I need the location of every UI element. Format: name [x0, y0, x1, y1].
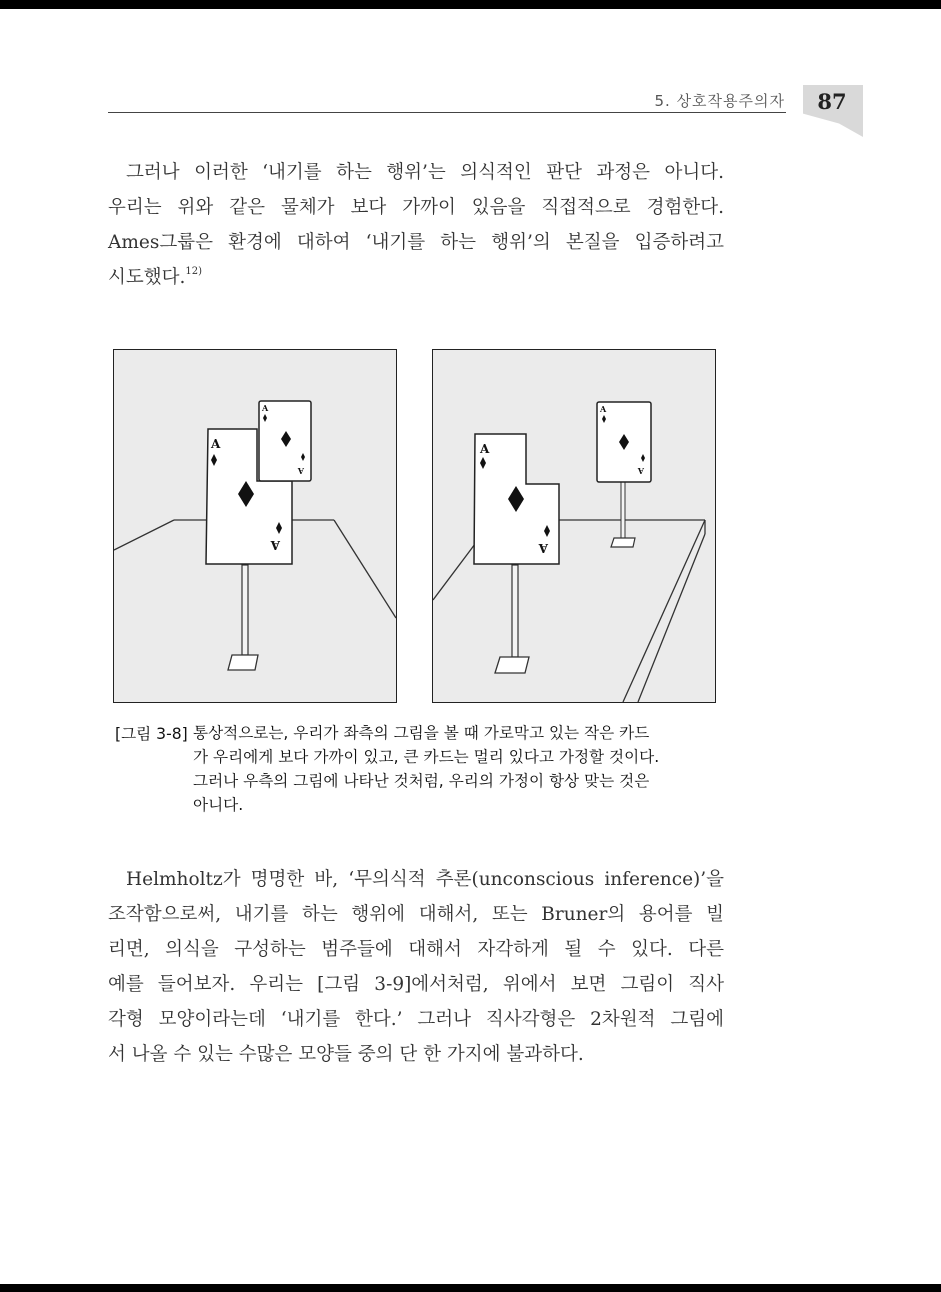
svg-text:A: A: [538, 541, 548, 555]
figure-left: [113, 349, 397, 703]
paragraph-line: 서 나올 수 있는 수많은 모양들 중의 단 한 가지에 불과하다.: [108, 1044, 584, 1065]
paragraph-line: [108, 260, 724, 295]
svg-text:A: A: [637, 466, 644, 476]
paragraph-1: [108, 155, 724, 295]
paragraph-text: 시도했다.: [108, 267, 186, 288]
caption-line: 아니다.: [193, 796, 244, 814]
figure-right-illustration: [433, 350, 715, 702]
page-number: 87: [817, 89, 847, 114]
header-rule: [108, 112, 786, 113]
svg-text:A: A: [262, 403, 269, 413]
svg-text:A: A: [270, 538, 280, 552]
paragraph-line: 각형 모양이라는데 ‘내기를 한다.’ 그러나 직사각형은 2차원적 그림에: [108, 1009, 724, 1030]
right-big-card-letter: A: [480, 442, 490, 456]
chapter-title: 5. 상호작용주의자: [654, 92, 785, 110]
paragraph-line: Helmholtz가 명명한 바, ‘무의식적 추론(unconscious inference)’을: [126, 869, 724, 890]
figure-left-illustration: [114, 350, 396, 702]
left-big-card-letter: A: [211, 437, 221, 451]
paragraph-line: 리면, 의식을 구성하는 범주들에 대해서 자각하게 될 수 있다. 다른: [108, 939, 724, 960]
paragraph-line: 우리는 위와 같은 물체가 보다 가까이 있음을 직접적으로 경험한다.: [108, 197, 724, 218]
figure-right: [432, 349, 716, 703]
svg-text:A: A: [600, 404, 607, 414]
svg-text:A: A: [297, 466, 304, 476]
top-border: [0, 0, 941, 9]
bottom-border: [0, 1284, 941, 1292]
caption-line: 통상적으로는, 우리가 좌측의 그림을 볼 때 가로막고 있는 작은 카드: [193, 724, 650, 742]
caption-line: 가 우리에게 보다 가까이 있고, 큰 카드는 멀리 있다고 가정할 것이다.: [193, 748, 660, 766]
footnote-ref: 12): [185, 266, 203, 277]
caption-label: [그림 3-8]: [115, 725, 188, 743]
paragraph-line: Ames그룹은 환경에 대하여 ‘내기를 하는 행위’의 본질을 입증하려고: [108, 232, 724, 253]
paragraph-line: 예를 들어보자. 우리는 [그림 3-9]에서처럼, 위에서 보면 그림이 직사: [108, 974, 724, 995]
paragraph-2: [108, 862, 724, 1072]
paragraph-line: 그러나 이러한 ‘내기를 하는 행위’는 의식적인 판단 과정은 아니다.: [126, 162, 724, 183]
paragraph-line: 조작함으로써, 내기를 하는 행위에 대해서, 또는 Bruner의 용어를 빌: [108, 904, 724, 925]
caption-line: 그러나 우측의 그림에 나타난 것처럼, 우리의 가정이 항상 맞는 것은: [193, 772, 650, 790]
